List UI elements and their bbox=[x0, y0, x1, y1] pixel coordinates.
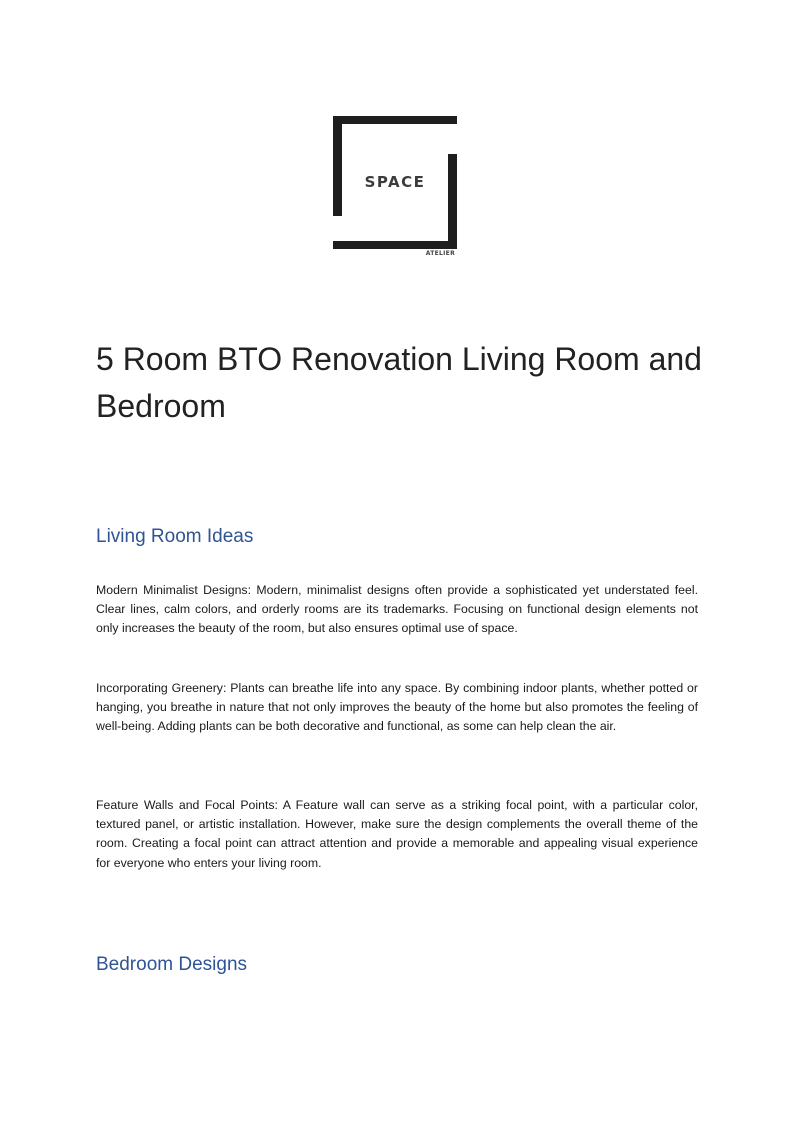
paragraph-modern-minimalist: Modern Minimalist Designs: Modern, minimalist designs often provide a sophisticated yet understated feel. Clear lines, calm colors, and orderly rooms are its trademarks. Focusing on functional design elements not only increases the beauty of the room, but also ensures optimal use of space. bbox=[96, 583, 698, 636]
heading-living-room-ideas: Living Room Ideas bbox=[96, 526, 254, 547]
logo-wordmark: SPACE bbox=[364, 173, 426, 191]
logo-subtext: ATELIER bbox=[425, 250, 455, 257]
document-title: 5 Room BTO Renovation Living Room and Bedroom bbox=[96, 341, 702, 424]
heading-bedroom-designs: Bedroom Designs bbox=[96, 954, 248, 975]
paragraph-feature-walls: Feature Walls and Focal Points: A Feature wall can serve as a striking focal point, with a particular color, textured panel, or artistic installation. However, make sure the design complements the overall theme of the room. Creating a focal point can attract attention and provide a memorable and appealing visual experience for everyone who enters your living room. bbox=[96, 798, 698, 870]
space-atelier-logo bbox=[333, 116, 457, 260]
paragraph-incorporating-greenery: Incorporating Greenery: Plants can breathe life into any space. By combining indoor plants, whether potted or hanging, you breathe in nature that not only improves the beauty of the home but also promotes the feeling of well-being. Adding plants can be both decorative and functional, as some can help clean the air. bbox=[96, 681, 698, 734]
